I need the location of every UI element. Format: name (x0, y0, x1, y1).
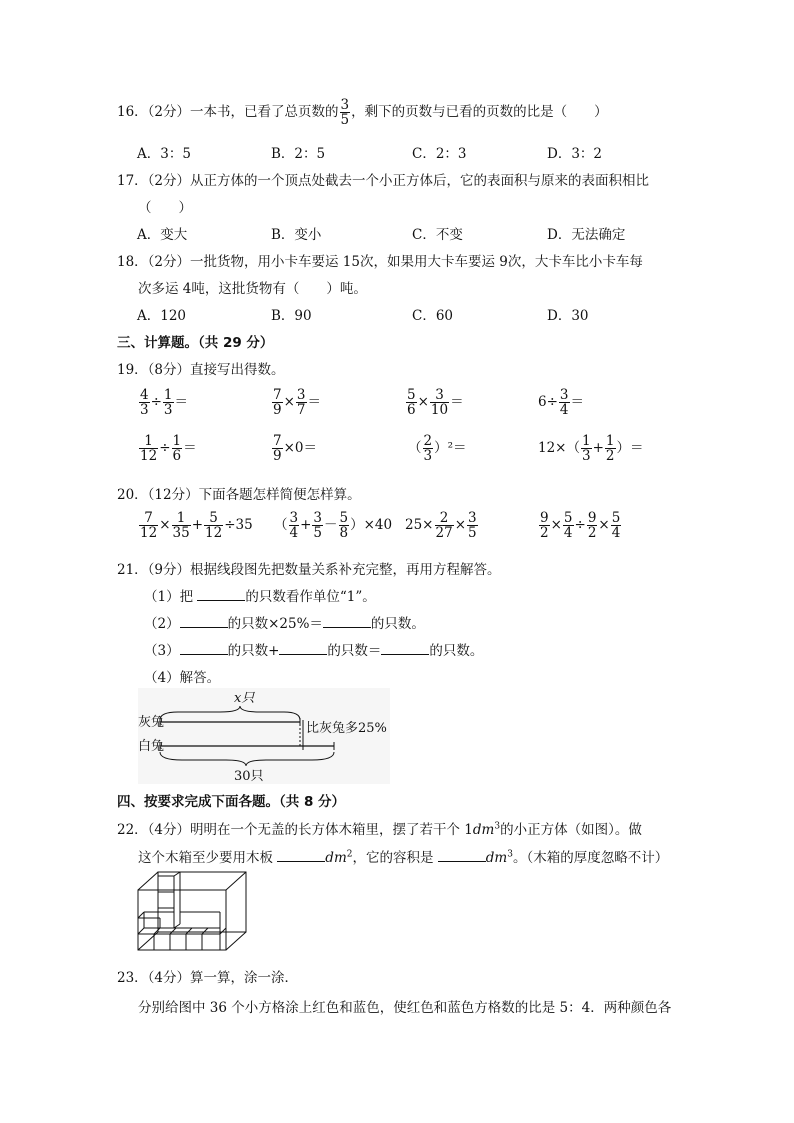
box-front-face (138, 890, 226, 950)
q18-option-a: A．120 (137, 308, 187, 324)
q22-line1: 22．（4分）明明在一个无盖的长方体木箱里，摆了若干个 $1dm^3$的小正方体（如图）。做 (117, 821, 642, 838)
section-3-heading: 三、计算题。（共 29 分） (117, 335, 274, 351)
q18-line2: 次多运 4吨，这批货物有（ ）吨。 (138, 281, 367, 297)
diagram-white-label: 白兔 (138, 739, 165, 754)
q19-expr-3: $\frac{5}{6}$ × $\frac{3}{10}$ ＝ (407, 387, 464, 419)
q19-expr-2: $\frac{7}{9}$ × $\frac{3}{7}$ ＝ (273, 387, 321, 419)
q16-prefix: 16．（2分）一本书，已看了总页数的 (117, 104, 339, 121)
diagram-bottom-label: 30只 (234, 769, 264, 784)
q21-blank-5[interactable] (279, 642, 327, 655)
box-back-face (158, 872, 246, 932)
q17-line2: （ ） (138, 200, 192, 216)
q21-blank-6[interactable] (381, 642, 429, 655)
q21-step-1: （1）把 的只数看作单位“1”。 (144, 589, 376, 605)
q20-expr-4: $\frac{9}{2}$ × $\frac{5}{4}$ ÷ $\frac{9}{2}$ × $\frac{5}{4}$ (540, 510, 621, 542)
q17-option-b: B．变小 (271, 227, 322, 243)
q21-blank-2[interactable] (180, 615, 228, 628)
q19-expr-7: （ $\frac{2}{3}$ ）²＝ (408, 433, 467, 465)
q18-option-c: C．60 (412, 308, 454, 324)
q17-line1: 17．（2分）从正方体的一个顶点处截去一个小正方体后，它的表面积与原来的表面积相比 (117, 173, 650, 189)
q17-option-a: A．变大 (137, 227, 188, 243)
diagram-note: 比灰兔多25% (306, 721, 387, 736)
q23-line: 分别给图中 36 个小方格涂上红色和蓝色，使红色和蓝色方格数的比是 5：4．两种颜色各 (138, 1000, 672, 1016)
diagram-grey-label: 灰兔 (138, 715, 165, 730)
q22-blank-area[interactable] (277, 849, 325, 862)
q19-expr-1: $\frac{4}{3}$ ÷ $\frac{1}{3}$ ＝ (140, 387, 188, 419)
q21-blank-1[interactable] (197, 588, 245, 601)
q16-option-b: B．2：5 (271, 146, 326, 162)
q19-expr-4: 6÷ $\frac{3}{4}$ ＝ (538, 387, 584, 419)
q18-option-d: D．30 (547, 308, 589, 324)
q22-box-figure (136, 868, 250, 952)
q21-step-2: （2） 的只数×25%＝ 的只数。 (144, 616, 425, 632)
q18-option-b: B．90 (271, 308, 312, 324)
q19-expr-6: $\frac{7}{9}$ ×0＝ (273, 433, 317, 465)
q19-expr-8: 12×（ $\frac{1}{3}$ + $\frac{1}{2}$ ）＝ (538, 433, 644, 465)
q20-expr-1: $\frac{7}{12}$ × $\frac{1}{35}$ + $\frac{5}{12}$ ÷35 (140, 510, 253, 542)
q21-step-4: （4）解答。 (144, 670, 221, 686)
q18-line1: 18．（2分）一批货物，用小卡车要运 15次，如果用大卡车要运 9次，大卡车比小卡车每 (117, 254, 643, 270)
q20-title: 20．（12分）下面各题怎样简便怎样算。 (117, 487, 361, 503)
q16-option-d: D．3：2 (547, 146, 603, 162)
q21-segment-diagram (138, 688, 390, 784)
q21-title: 21．（9分）根据线段图先把数量关系补充完整，再用方程解答。 (117, 562, 501, 578)
q19-expr-5: $\frac{1}{12}$ ÷ $\frac{1}{6}$ ＝ (140, 433, 197, 465)
q20-expr-2: （ $\frac{3}{4}$ + $\frac{3}{5}$ － $\frac{5}{8}$ ）×40 (274, 510, 393, 542)
q21-blank-4[interactable] (180, 642, 228, 655)
q20-expr-3: 25× $\frac{2}{27}$ × $\frac{3}{5}$ (405, 510, 477, 542)
q17-option-d: D．无法确定 (547, 227, 626, 243)
q16-option-a: A．3：5 (137, 146, 191, 162)
q16-suffix: ，剩下的页数与已看的页数的比是（ ） (351, 104, 608, 121)
q16-fraction: $\frac{3}{5}$ (340, 97, 350, 129)
q17-option-c: C．不变 (412, 227, 463, 243)
q21-step-3: （3） 的只数+ 的只数＝ 的只数。 (144, 643, 484, 659)
q16-option-c: C．2：3 (412, 146, 467, 162)
q22-blank-volume[interactable] (438, 849, 486, 862)
q21-blank-3[interactable] (323, 615, 371, 628)
section-4-heading: 四、按要求完成下面各题。（共 8 分） (117, 794, 346, 810)
diagram-top-label: x只 (234, 691, 255, 706)
q19-title: 19．（8分）直接写出得数。 (117, 362, 285, 378)
q22-line2: 这个木箱至少要用木板 $dm^2$，它的容积是 $dm^3$。（木箱的厚度忽略不计） (138, 849, 669, 866)
q16-stem (117, 98, 608, 127)
diagram-background (138, 688, 390, 784)
q23-title: 23．（4分）算一算，涂一涂． (117, 970, 299, 986)
